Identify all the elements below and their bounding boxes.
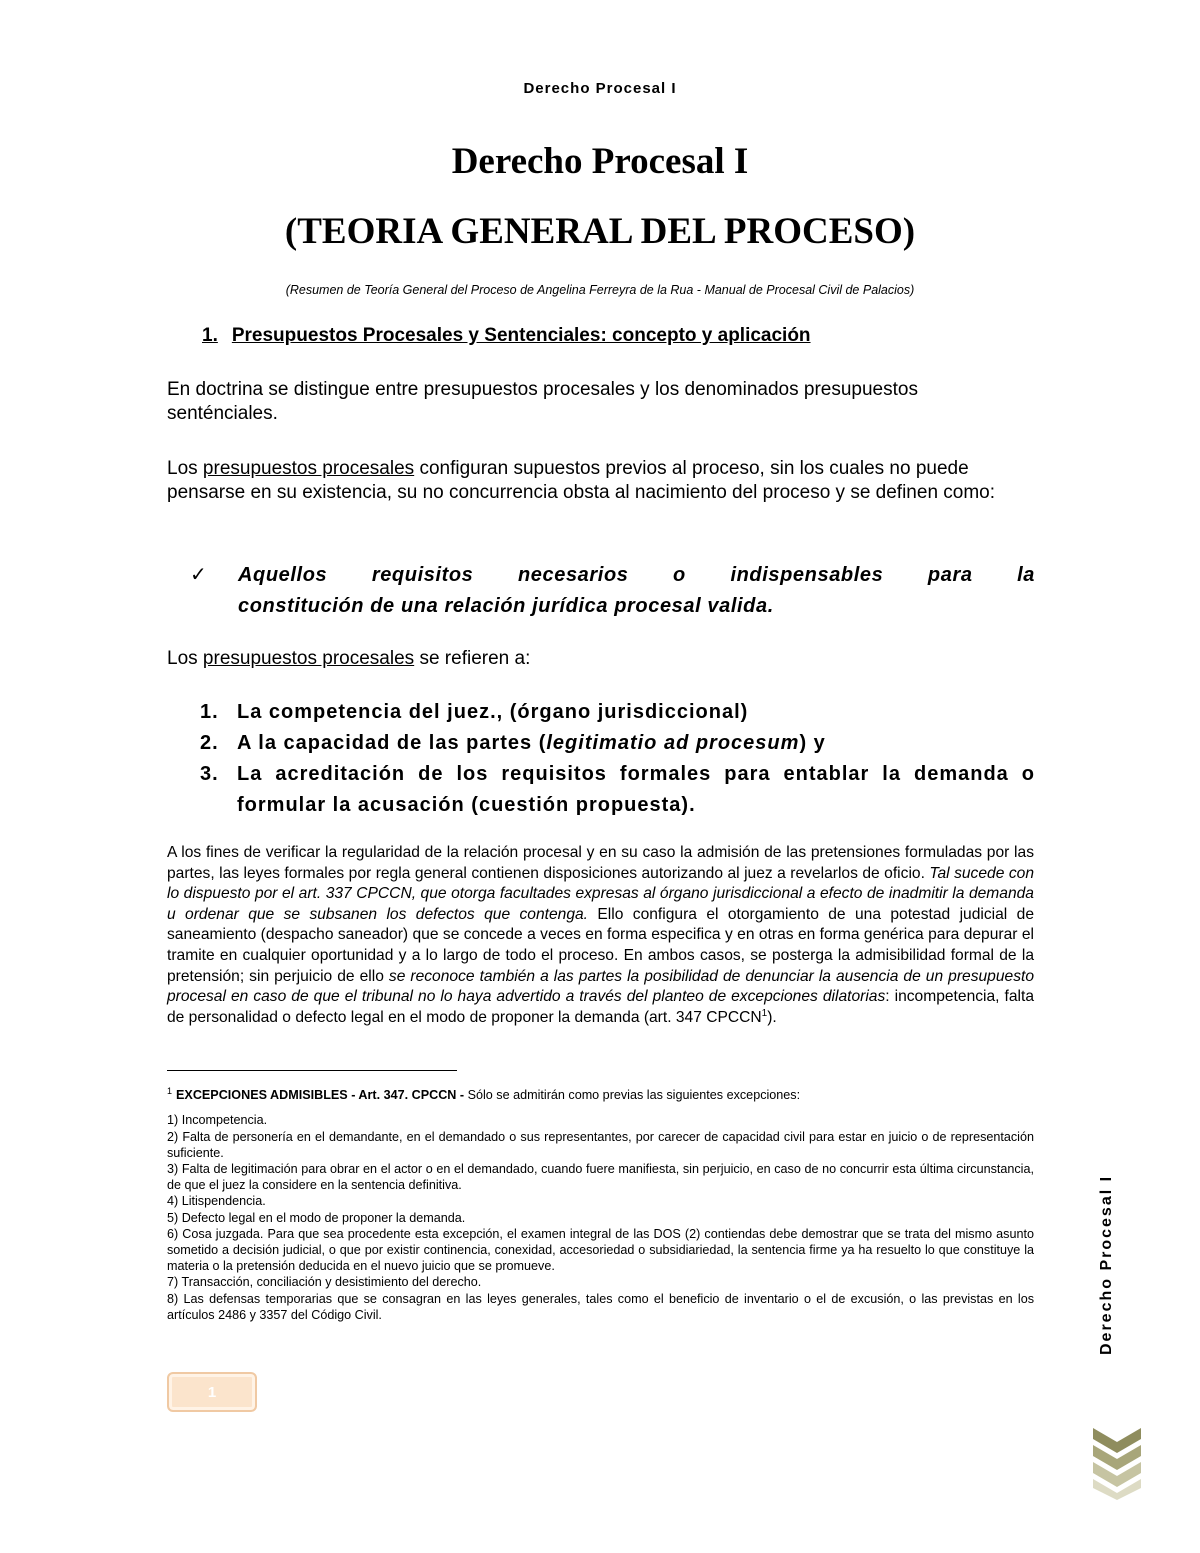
italic-run: Tal sucede con lo dispuesto por el art. 337 CPCCN, que otorga facultades expresas al órgano jurisdiccional a efecto de inadmitir la demanda u ordenar que se subsanen los defectos que contenga. — [167, 864, 1034, 923]
check-icon: ✓ — [190, 564, 207, 586]
side-running-title: Derecho Procesal I — [1098, 1174, 1115, 1355]
source-note: (Resumen de Teoría General del Proceso de Angelina Ferreyra de la Rua - Manual de Procesal Civil de Palacios) — [285, 283, 915, 297]
section-number: 1. — [202, 325, 218, 346]
list-number: 1. — [200, 701, 219, 723]
definition-line: constitución de una relación jurídica procesal valida. — [238, 595, 774, 617]
footnote-reference[interactable]: 1 — [761, 1007, 768, 1019]
text-run: : incompetencia, falta de personalidad o defecto legal en el modo de proponer la demanda (art. 347 CPCCN — [167, 988, 1035, 1026]
footnote-heading — [167, 1083, 1034, 1103]
footnotes — [167, 1083, 1034, 1323]
text-run: A los fines de verificar la regularidad de la relación procesal y en su caso la admisión de las pretensiones formuladas por las partes, las leyes formales por regla general contienen disposiciones autorizando al juez a revelarlos de oficio. — [167, 844, 1034, 882]
section-title: Presupuestos Procesales y Sentenciales: concepto y aplicación — [231, 325, 811, 346]
text-run: se refieren a: — [414, 648, 531, 669]
underlined-term: presupuestos procesales — [202, 648, 415, 669]
definition-text — [238, 560, 1035, 622]
list-number: 3. — [200, 763, 219, 785]
list-item — [200, 759, 1035, 821]
chevron-down-icon — [1093, 1428, 1141, 1500]
list-intro — [167, 647, 1034, 671]
footnote-item: 5) Defecto legal en el modo de proponer la demanda. — [167, 1210, 466, 1225]
document-subtitle-heading: (TEORIA GENERAL DEL PROCESO) — [284, 211, 916, 252]
text-run: Ello configura el otorgamiento de una potestad judicial de saneamiento (despacho saneador) que se concede a veces en forma especifica y en otras en forma genérica para depurar el tramite en cualquier oportunidad y a lo largo de todo el proceso. En ambos casos, se posterga la admisibilidad formal de la pretensión; sin perjuicio de ello — [167, 905, 1034, 985]
footnote-item: 1) Incompetencia. — [167, 1113, 268, 1128]
text-run: Los — [167, 458, 203, 479]
definition-line: Aquellos requisitos necesarios o indispensables para la — [238, 564, 1035, 586]
latin-term: legitimatio ad procesum — [546, 732, 800, 754]
list-text: La competencia del juez., (órgano jurisdiccional) — [237, 701, 749, 723]
list-item — [200, 697, 1035, 728]
footnote-mark: 1 — [167, 1086, 173, 1096]
footnote-item: 6) Cosa juzgada. Para que sea procedente esta excepción, el examen integral de las DOS (2) contiendas debe demostrar que se trata del mismo asunto sometido a decisión judicial, o que por existir continencia, conexidad, accesoriedad o subsidiariedad, la sentencia firme ya ha resuelto lo que constituye la materia o la pretensión deducida en el nuevo juicio que se promueve. — [167, 1226, 1034, 1274]
underlined-term: presupuestos procesales — [202, 458, 415, 479]
list-item — [200, 728, 1035, 759]
list-text: ) y — [799, 732, 826, 754]
definition-paragraph — [167, 457, 1034, 505]
text-run: ). — [767, 1008, 777, 1026]
text-run: Los — [167, 648, 203, 669]
main-paragraph — [167, 843, 1034, 1028]
page-number-box — [167, 1372, 257, 1412]
definition-callout — [190, 560, 1035, 622]
footnote-item: 8) Las defensas temporarias que se consagran en las leyes generales, tales como el beneficio de inventario o el de excusión, o las previstas en los artículos 2486 y 3357 del Código Civil. — [167, 1291, 1034, 1322]
text-run: configuran supuestos previos al proceso, sin los cuales no puede pensarse en su existencia, su no concurrencia obsta al nacimiento del proceso y se definen como: — [167, 458, 996, 503]
intro-paragraph: En doctrina se distingue entre presupuestos procesales y los denominados presupuestos senténciales. — [167, 379, 918, 424]
document-title: Derecho Procesal I — [451, 141, 749, 182]
list-text: La acreditación de los requisitos formales para entablar la demanda o formular la acusación (cuestión propuesta). — [237, 763, 1035, 816]
text-run: Sólo se admitirán como previas las siguientes excepciones: — [464, 1088, 801, 1103]
requirements-list — [200, 697, 1035, 821]
footnote-item: 2) Falta de personería en el demandante, en el demandado o sus representantes, por carecer de capacidad civil para estar en juicio o de representación suficiente. — [167, 1129, 1034, 1160]
running-header: Derecho Procesal I — [523, 80, 677, 97]
footnote-item: 7) Transacción, conciliación y desistimiento del derecho. — [167, 1275, 482, 1290]
list-number: 2. — [200, 732, 219, 754]
page-number: 1 — [207, 1383, 217, 1401]
footnote-item: 4) Litispendencia. — [167, 1194, 266, 1209]
footnote-item: 3) Falta de legitimación para obrar en el actor o en el demandado, cuando fuere manifiesta, sin perjuicio, en caso de no concurrir esta última circunstancia, de que el juez la considere en la sentencia definitiva. — [167, 1162, 1034, 1193]
italic-run: se reconoce también a las partes la posibilidad de denunciar la ausencia de un presupuesto procesal en caso de que el tribunal no lo haya advertido a través del planteo de excepciones dilatorias — [167, 967, 1034, 1006]
list-text: A la capacidad de las partes ( — [237, 732, 547, 754]
footnote-separator — [167, 1070, 457, 1071]
footnote-heading-bold: EXCEPCIONES ADMISIBLES - Art. 347. CPCCN - — [176, 1088, 465, 1103]
section-heading — [202, 325, 811, 347]
